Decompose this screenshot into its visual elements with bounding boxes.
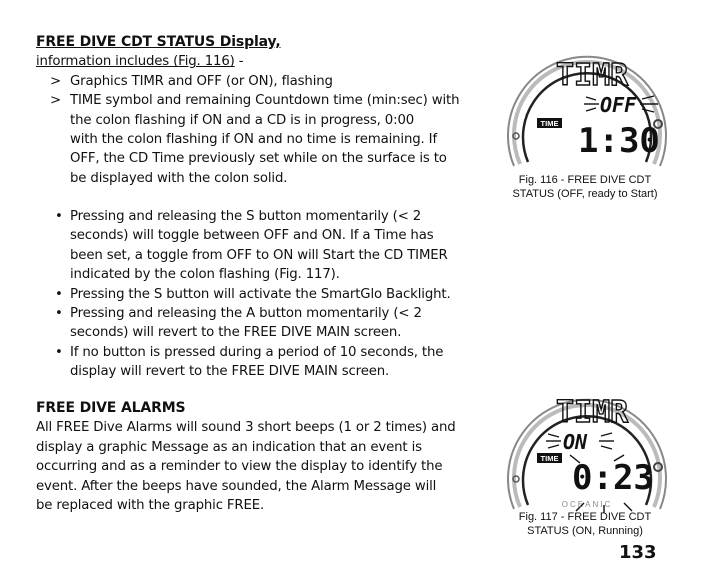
cdt-bullets [36, 207, 492, 382]
fig116-caption: Fig. 116 - FREE DIVE CDT STATUS (OFF, ready to Start) [512, 174, 658, 200]
fig117-countdown-value: 0:23 [572, 458, 654, 498]
svg-text:TIME: TIME [540, 119, 559, 128]
free-dive-alarms-section: FREE DIVE ALARMS All FREE Dive Alarms will sound 3 short beeps (1 or 2 times) and display a graphic Message as an indication that an event is occurring and as a reminder to view the display to identify the event. After the beeps have sounded, the Alarm Message will be replaced with the graphic FREE. [36, 399, 492, 515]
fig117-timr-label: TIMR [556, 395, 629, 430]
fig117-on-label: ON [563, 430, 588, 454]
sub-item: > TIME symbol and remaining Countdown time (min:sec) with the colon flashing if ON and a CD is in progress, 0:00 with the colon flashing if ON and no time is remaining. If OFF, the CD Time previously set while on the surface is to be displayed with the colon solid. [50, 93, 460, 186]
section-heading-cdt-status: FREE DIVE CDT STATUS Display, [36, 34, 281, 50]
bullet-item: • Pressing and releasing the A button momentarily (< 2 seconds) will revert to the FREE DIVE MAIN screen. [55, 306, 422, 341]
fig116-reference-link[interactable]: information includes (Fig. 116) [36, 54, 235, 70]
fig116-countdown-value: 1:30 [578, 121, 660, 161]
fig116-dive-computer-display [506, 38, 668, 174]
svg-text:TIME: TIME [540, 454, 559, 463]
brand-logo: OCEANIC [561, 500, 613, 509]
bullet-item: • If no button is pressed during a period of 10 seconds, the display will revert to the FREE DIVE MAIN screen. [55, 344, 444, 380]
cdt-status-section [36, 33, 492, 188]
fig116-off-label: OFF [600, 93, 637, 117]
page-number: 133 [619, 542, 657, 563]
bullet-item: • Pressing and releasing the S button momentarily (< 2 seconds) will toggle between OFF and ON. If a Time has been set, a toggle from OFF to ON will Start the CD TIMER indicated by the colon flashing (Fig. 117). [55, 209, 448, 283]
intro-line: information includes (Fig. 116) - [36, 54, 244, 70]
sub-item: > Graphics TIMR and OFF (or ON), flashing [50, 73, 333, 89]
fig117-caption: Fig. 117 - FREE DIVE CDT STATUS (ON, Running) [518, 511, 652, 537]
fig116-timr-label: TIMR [556, 58, 629, 93]
bullet-item: • Pressing the S button will activate the SmartGlo Backlight. [55, 286, 451, 302]
fig117-dive-computer-display [506, 385, 668, 513]
section-heading-alarms: FREE DIVE ALARMS [36, 400, 186, 416]
